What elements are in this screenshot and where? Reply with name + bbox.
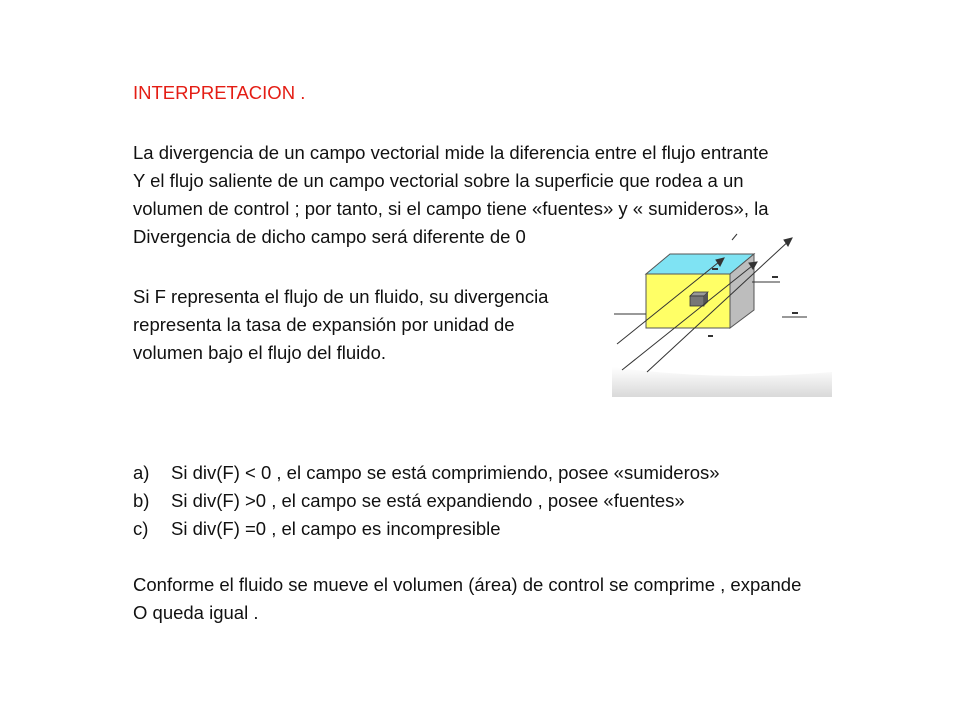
paragraph3-line2: O queda igual . (133, 602, 259, 623)
paragraph3-line1: Conforme el fluido se mueve el volumen (área) de control se comprime , expande (133, 574, 802, 595)
inner-box-front (690, 296, 704, 306)
paragraph1-line1: La divergencia de un campo vectorial mide la diferencia entre el flujo entrante (133, 142, 769, 163)
list-item-c (133, 517, 501, 541)
paragraph2-line1: Si F representa el flujo de un fluido, su divergencia (133, 286, 549, 307)
list-item-a (133, 461, 720, 485)
control-volume-cube-diagram-icon (612, 232, 832, 397)
list-item-b (133, 489, 685, 513)
paragraph2-line3: volumen bajo el flujo del fluido. (133, 342, 386, 363)
list-text: Si div(F) < 0 , el campo se está comprimiendo, posee «sumideros» (171, 462, 720, 483)
paragraph1-line4: Divergencia de dicho campo será diferente de 0 (133, 226, 526, 247)
floor-shading (612, 367, 832, 397)
list-text: Si div(F) >0 , el campo se está expandiendo , posee «fuentes» (171, 490, 685, 511)
paragraph2-line2: representa la tasa de expansión por unidad de (133, 314, 515, 335)
list-marker: c) (133, 518, 149, 539)
paragraph1-line2: Y el flujo saliente de un campo vectorial sobre la superficie que rodea a un (133, 170, 744, 191)
list-marker: b) (133, 490, 150, 511)
slide-title: INTERPRETACION . (133, 82, 306, 103)
paragraph1-line3: volumen de control ; por tanto, si el campo tiene «fuentes» y « sumideros», la (133, 198, 769, 219)
cube-front-face (646, 274, 730, 328)
list-text: Si div(F) =0 , el campo es incompresible (171, 518, 501, 539)
list-marker: a) (133, 462, 150, 483)
